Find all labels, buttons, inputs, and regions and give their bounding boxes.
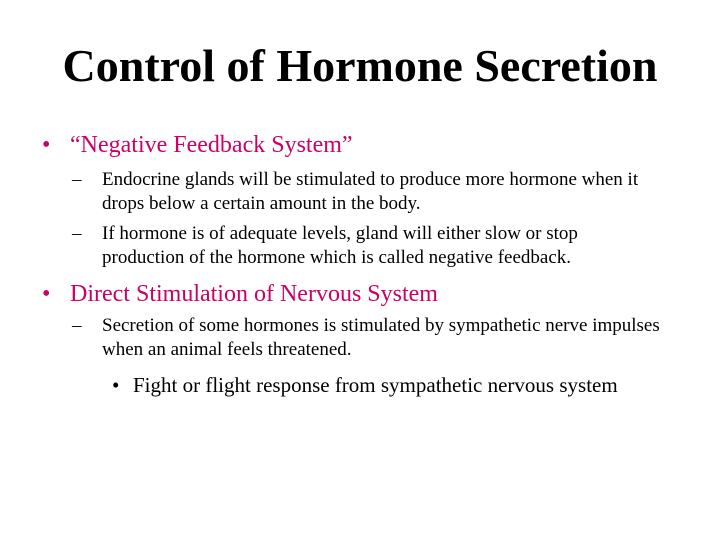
dash-icon: – bbox=[72, 315, 82, 336]
sub-bullet-endocrine bbox=[72, 168, 662, 216]
bullet-text: Direct Stimulation of Nervous System bbox=[70, 281, 438, 307]
bullet-icon: • bbox=[42, 281, 51, 307]
dash-icon: – bbox=[72, 169, 82, 190]
bullet-icon: • bbox=[42, 132, 51, 158]
sub-bullet-text: Secretion of some hormones is stimulated by sympathetic nerve impulses when an animal feels threatened. bbox=[102, 315, 660, 360]
sub-bullet-adequate-levels bbox=[72, 222, 662, 270]
sub-bullet-secretion bbox=[72, 314, 662, 362]
sub-sub-bullet-fight-or-flight bbox=[112, 371, 652, 399]
slide-title: Control of Hormone Secretion bbox=[62, 40, 658, 91]
sub-bullet-text: If hormone is of adequate levels, gland will either slow or stop production of the hormone which is called negative feedback. bbox=[102, 223, 578, 268]
bullet-text: “Negative Feedback System” bbox=[70, 132, 353, 158]
bullet-icon: • bbox=[112, 373, 120, 397]
dash-icon: – bbox=[72, 223, 82, 244]
sub-bullet-text: Endocrine glands will be stimulated to produce more hormone when it drops below a certain amount in the body. bbox=[102, 169, 639, 214]
sub-sub-bullet-text: Fight or flight response from sympathetic nervous system bbox=[133, 373, 618, 397]
